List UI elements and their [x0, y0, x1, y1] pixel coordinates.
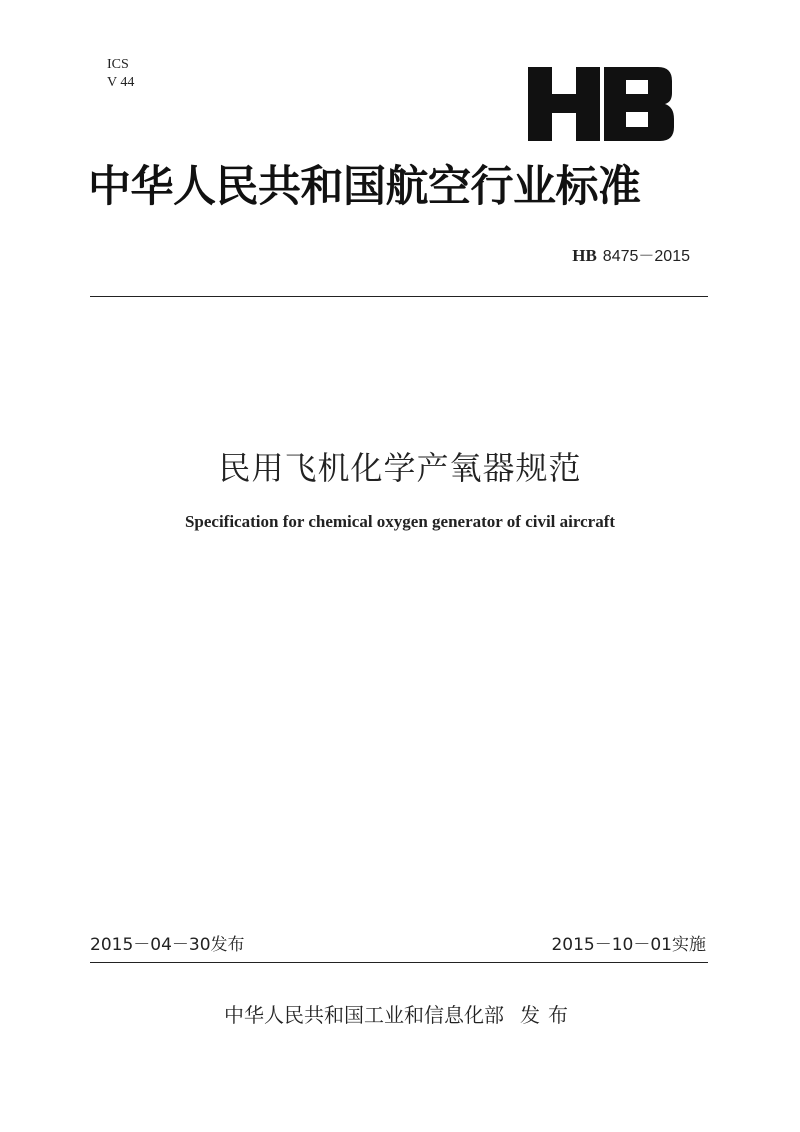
top-divider — [90, 296, 708, 297]
issue-date: 2015－04－30发布 — [90, 935, 245, 955]
implementation-date: 2015－10－01实施 — [551, 935, 706, 955]
document-title-chinese: 民用飞机化学产氧器规范 — [218, 449, 582, 487]
standard-type-heading: 中华人民共和国航空行业标准 — [88, 162, 641, 212]
standard-number — [520, 243, 690, 266]
hb-logo-letter-b — [604, 67, 674, 141]
bottom-divider — [90, 962, 708, 963]
hb-logo-letter-h — [528, 67, 600, 141]
standard-prefix: HB — [572, 246, 597, 265]
publisher-verb: 发布 — [520, 1003, 576, 1027]
classification-block — [107, 56, 134, 92]
publisher-line — [0, 999, 800, 1028]
document-title-english: Specification for chemical oxygen generator of civil aircraft — [184, 512, 616, 531]
ics-code: V 44 — [107, 75, 135, 90]
standard-code: 8475－2015 — [602, 248, 690, 265]
ics-label: ICS — [107, 57, 129, 72]
publisher-name: 中华人民共和国工业和信息化部 — [224, 1003, 504, 1027]
hb-logo — [528, 67, 674, 141]
